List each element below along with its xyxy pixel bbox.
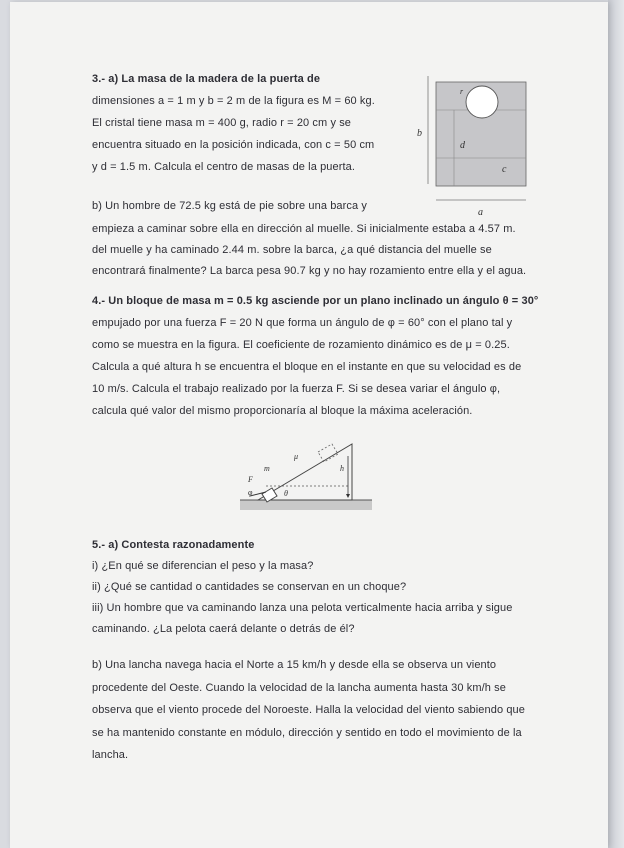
problem-4-line-4: Calcula a qué altura h se encuentra el bloque en el instante en que su velocidad es de <box>92 361 522 373</box>
problem-4-line-2: empujado por una fuerza F = 20 N que forma un ángulo de φ = 60° con el plano tal y <box>92 317 513 329</box>
label-theta: θ <box>284 489 288 498</box>
problem-3b-line-2: empieza a caminar sobre ella en dirección al muelle. Si inicialmente estaba a 4.57 m. <box>92 223 516 235</box>
problem-5a-line-1: 5.- a) Contesta razonadamente <box>92 539 255 551</box>
problem-5a-line-3: ii) ¿Qué se cantidad o cantidades se conservan en un choque? <box>92 581 407 593</box>
problem-3a-line-1: 3.- a) La masa de la madera de la puerta de <box>92 73 321 85</box>
door-figure <box>408 72 532 220</box>
page-edge <box>608 0 624 848</box>
inclined-plane-figure <box>236 438 376 518</box>
problem-4-line-5: 10 m/s. Calcula el trabajo realizado por la fuerza F. Si se desea variar el ángulo φ, <box>92 383 501 395</box>
glass-circle <box>466 86 498 118</box>
problem-5b-line-1: b) Una lancha navega hacia el Norte a 15 km/h y desde ella se observa un viento <box>92 659 497 671</box>
label-m: m <box>264 464 270 473</box>
problem-5a-line-5: caminando. ¿La pelota caerá delante o detrás de él? <box>92 623 355 635</box>
problem-5a-line-2: i) ¿En qué se diferencian el peso y la masa? <box>92 560 314 572</box>
problem-3b-line-4: encontrará finalmente? La barca pesa 90.7 kg y no hay rozamiento entre ella y el agua. <box>92 265 527 277</box>
problem-5a-line-4: iii) Un hombre que va caminando lanza una pelota verticalmente hacia arriba y sigue <box>92 602 513 614</box>
label-d: d <box>460 140 465 151</box>
label-c: c <box>502 164 507 175</box>
problem-3b-line-3: del muelle y ha caminado 2.44 m. sobre la barca, ¿a qué distancia del muelle se <box>92 244 492 256</box>
label-F: F <box>248 475 253 484</box>
h-arrow-head <box>346 494 350 498</box>
label-b: b <box>417 128 422 139</box>
problem-4-line-3: como se muestra en la figura. El coeficiente de rozamiento dinámico es de μ = 0.25. <box>92 339 510 351</box>
problem-5b-line-2: procedente del Oeste. Cuando la velocidad de la lancha aumenta hasta 30 km/h se <box>92 682 506 694</box>
block-final-dashed <box>318 444 338 462</box>
problem-5b-line-5: lancha. <box>92 749 129 761</box>
problem-3a-line-2: dimensiones a = 1 m y b = 2 m de la figura es M = 60 kg. <box>92 95 375 107</box>
problem-3a-line-3: El cristal tiene masa m = 400 g, radio r = 20 cm y se <box>92 117 352 129</box>
problem-3a-line-5: y d = 1.5 m. Calcula el centro de masas de la puerta. <box>92 161 356 173</box>
label-h: h <box>340 464 344 473</box>
problem-5b-line-3: observa que el viento procede del Noroeste. Halla la velocidad del viento sabiendo que <box>92 704 525 716</box>
label-phi: φ <box>248 488 253 497</box>
problem-4-line-6: calcula qué valor del mismo proporcionaría al bloque la máxima aceleración. <box>92 405 473 417</box>
label-a: a <box>478 207 483 218</box>
label-mu: μ <box>294 452 299 461</box>
label-r: r <box>460 87 464 96</box>
problem-4-line-1: 4.- Un bloque de masa m = 0.5 kg asciende por un plano inclinado un ángulo θ = 30° <box>92 295 539 307</box>
ground-hatch <box>240 500 372 510</box>
problem-3b-line-1: b) Un hombre de 72.5 kg está de pie sobre una barca y <box>92 200 367 212</box>
problem-3a-line-4: encuentra situado en la posición indicada, con c = 50 cm <box>92 139 375 151</box>
problem-5b-line-4: se ha mantenido constante en módulo, dirección y sentido en todo el movimiento de la <box>92 727 522 739</box>
